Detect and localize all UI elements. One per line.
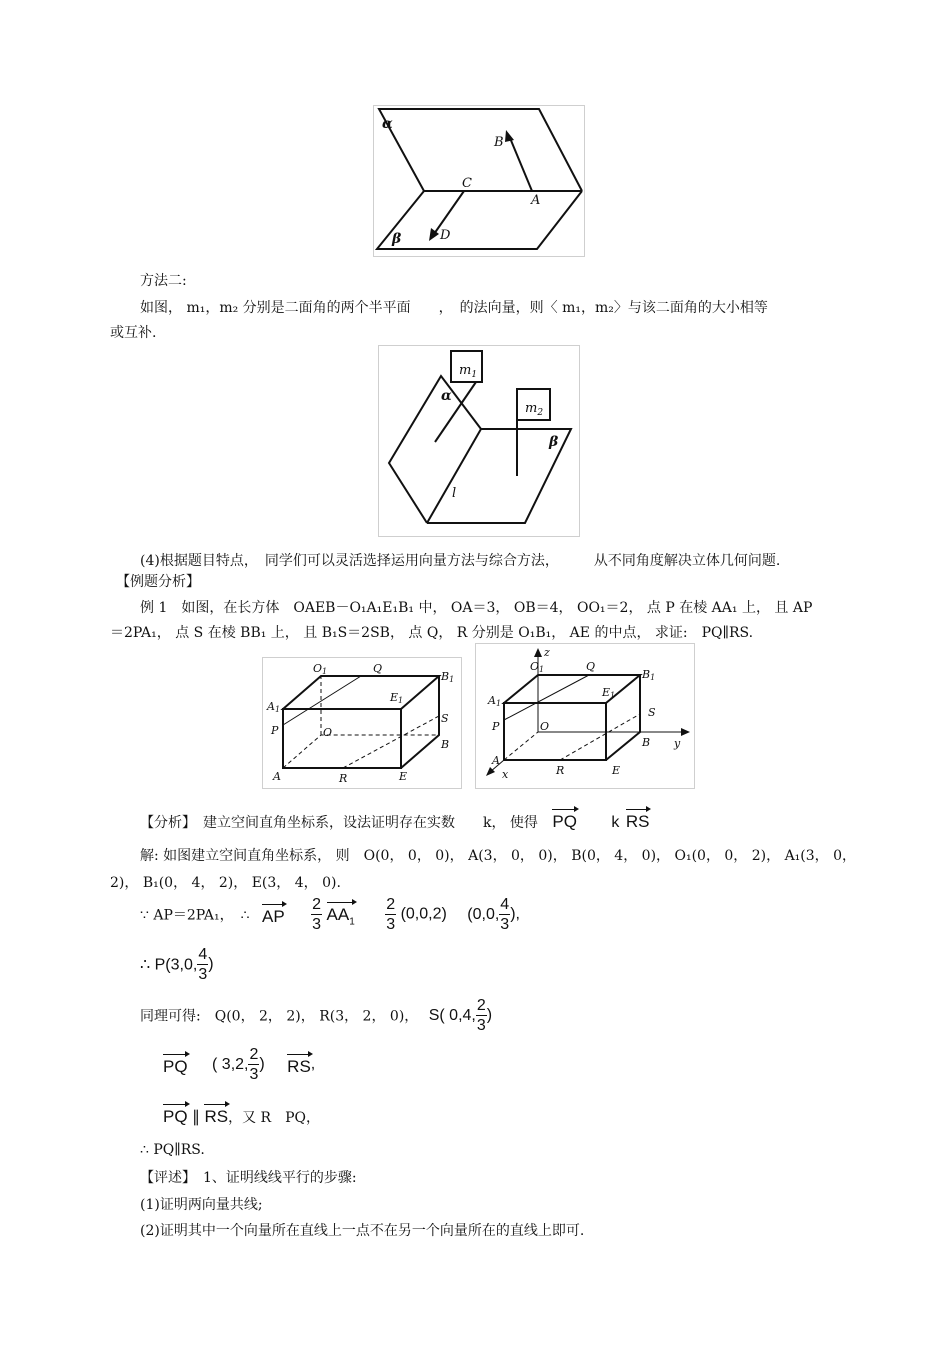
result-close: ), (510, 905, 520, 923)
svg-text:O1: O1 (530, 660, 545, 674)
svg-text:E1: E1 (602, 686, 616, 700)
svg-text:y: y (674, 737, 681, 750)
svg-text:Q: Q (373, 662, 383, 675)
fraction-four-thirds: $\frac{4}{3}$ (500, 896, 510, 933)
because-text: ∵ AP＝2PA₁， ∴ (140, 907, 250, 924)
svg-text:R: R (556, 764, 565, 777)
label-m1: $m_1$ (459, 363, 478, 380)
plane-alpha (379, 109, 582, 191)
similar-line: 同理可得: Q(0， 2， 2)， R(3， 2， 0)， S( 0,4, $\frac{2}{3}$ ) (140, 997, 493, 1034)
point-4: (4)根据题目特点， 同学们可以灵活选择运用向量方法与综合方法， 从不同角度解决立体几何问题. (140, 553, 781, 569)
label-b: B (494, 135, 504, 150)
vector-ap: AP (262, 903, 285, 927)
svg-text:B1: B1 (642, 668, 656, 682)
parallel-line: PQ ∥ RS，又 R PQ， (163, 1103, 320, 1127)
figure-cuboid (262, 657, 462, 789)
label-c: C (462, 176, 472, 191)
vector-rs: RS (626, 808, 650, 832)
solution-line2: 2)， B₁(0， 4， 2)， E(3， 4， 0). (110, 875, 341, 891)
svg-text:O1: O1 (313, 662, 328, 676)
example1-line1: 例 1 如图，在长方体 OAEB－O₁A₁E₁B₁ 中， OA＝3， OB＝4， OO₁＝2， 点 P 在棱 AA₁ 上， 且 AP (140, 600, 813, 616)
edge-l (427, 429, 481, 523)
label-beta: β (549, 434, 559, 450)
svg-text:B: B (441, 738, 450, 751)
vector-aa1: $AA_1$ (327, 901, 355, 927)
svg-text:R: R (339, 772, 348, 785)
svg-text:P: P (492, 720, 500, 733)
plane-alpha (389, 376, 481, 523)
label-l: l (452, 486, 457, 501)
pq-vector-line: PQ ( 3,2, $\frac{2}{3}$ ) RS, (163, 1046, 316, 1083)
vector-ab (510, 138, 532, 191)
svg-text:P: P (271, 724, 279, 737)
k-symbol: k (611, 814, 620, 831)
ap-relation (140, 895, 520, 934)
figure-dihedral-angle-vectors (373, 105, 585, 257)
label-alpha: α (441, 388, 452, 404)
point-p: ∴ P(3,0, $\frac{4}{3}$ ) (140, 946, 214, 983)
svg-text:Q: Q (586, 660, 596, 673)
label-beta: β (392, 231, 402, 247)
step-1: (1)证明两向量共线; (140, 1197, 263, 1213)
analysis-line (140, 808, 649, 832)
svg-text:B1: B1 (441, 670, 455, 684)
svg-text:z: z (544, 646, 550, 659)
example-header: 【例题分析】 (116, 574, 200, 590)
comment-header: 【评述】 1、证明线线平行的步骤: (140, 1170, 357, 1186)
svg-text:O: O (323, 726, 333, 739)
svg-text:S: S (648, 706, 656, 719)
label-m2: $m_2$ (525, 401, 544, 418)
method2-line2: 或互补. (110, 325, 157, 341)
analysis-text: 【分析】 建立空间直角坐标系，设法证明存在实数 k， 使得 (140, 815, 538, 831)
fraction-p: $\frac{4}{3}$ (198, 946, 208, 983)
svg-text:A: A (273, 770, 281, 783)
svg-text:A1: A1 (488, 694, 502, 708)
conclusion: ∴ PQ∥RS. (140, 1142, 205, 1158)
method2-title: 方法二: (140, 273, 187, 289)
svg-text:A: A (492, 754, 500, 767)
result-open: (0,0, (467, 905, 500, 923)
fraction-two-thirds-2: $\frac{2}{3}$ (386, 896, 396, 933)
step-2: (2)证明其中一个向量所在直线上一点不在另一个向量所在的直线上即可. (140, 1223, 585, 1239)
label-a: A (531, 193, 541, 208)
tuple-002: (0,0,2) (400, 905, 447, 923)
svg-text:E: E (399, 770, 408, 783)
svg-text:S: S (441, 712, 449, 725)
solution-line1: 解: 如图建立空间直角坐标系， 则 O(0， 0， 0)， A(3， 0， 0)， B(0， 4， 0)， O₁(0， 0， 2)， A₁(3， 0， (140, 848, 857, 864)
svg-text:O: O (540, 720, 550, 733)
method2-line1: 如图， m₁，m₂ 分别是二面角的两个半平面 ， 的法向量，则〈 m₁，m₂〉与该二面角的大小相等 (140, 300, 768, 316)
fraction-two-thirds: $\frac{2}{3}$ (312, 896, 322, 933)
label-d: D (440, 228, 451, 243)
example1-line2: ＝2PA₁， 点 S 在棱 BB₁ 上， 且 B₁S＝2SB， 点 Q， R 分别是 O₁B₁， AE 的中点， 求证: PQ∥RS. (110, 625, 754, 641)
svg-text:x: x (502, 768, 509, 781)
arrow-b-head (505, 130, 514, 142)
svg-text:E: E (612, 764, 621, 777)
svg-text:E1: E1 (390, 691, 404, 705)
svg-text:A1: A1 (267, 700, 281, 714)
fraction-pq: $\frac{2}{3}$ (249, 1046, 259, 1083)
vector-pq: PQ (552, 808, 577, 832)
figure-normal-vectors (378, 345, 580, 537)
label-alpha: α (382, 116, 393, 132)
svg-text:B: B (642, 736, 651, 749)
fraction-s: $\frac{2}{3}$ (476, 997, 486, 1034)
figure-cuboid-axes (475, 643, 695, 789)
plane-beta (377, 191, 582, 249)
